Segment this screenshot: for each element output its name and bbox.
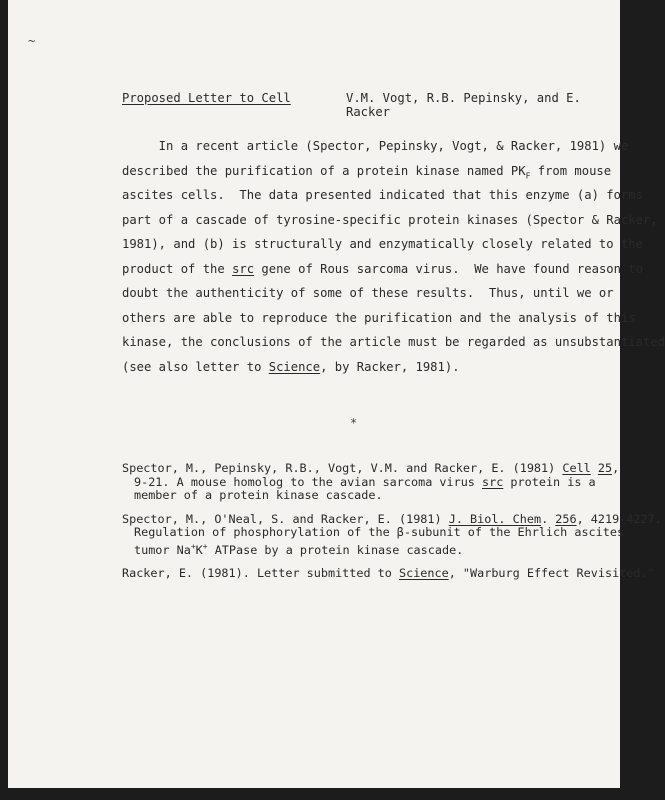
letter-title: Proposed Letter to Cell: [122, 91, 291, 105]
body-text-segment: gene of Rous sarcoma virus. We have found reason to: [254, 261, 643, 276]
body-line: kinase, the conclusions of the article must be regarded as unsubstantiated: [122, 335, 665, 349]
reference-line: [122, 540, 602, 557]
underlined-term: src: [232, 261, 255, 276]
body-line: others are able to reproduce the purification and the analysis of this: [122, 310, 636, 325]
volume-number: 256: [555, 511, 577, 526]
body-text-segment: (see also letter to: [122, 359, 269, 374]
body-text-segment: described the purification of a protein kinase named PK: [122, 163, 526, 178]
body-text-segment: from mouse: [530, 163, 612, 178]
reference-list: [122, 461, 662, 590]
body-line: [122, 257, 643, 282]
underlined-term: src: [482, 474, 504, 489]
journal-name: J. Biol. Chem: [448, 511, 542, 526]
reference-line: [122, 476, 602, 490]
underlined-term: Science: [268, 359, 321, 374]
reference-text: tumor Na: [134, 542, 191, 557]
reference-text: protein is a: [503, 474, 596, 489]
volume-number: 25: [597, 461, 613, 475]
body-text-segment: product of the: [122, 261, 233, 276]
reference-text: , "Warburg Effect Revisited.": [448, 565, 655, 580]
subscript: F: [525, 170, 531, 180]
body-line: In a recent article (Spector, Pepinsky, Vogt, & Racker, 1981) we: [122, 139, 629, 153]
journal-name: Science: [399, 565, 449, 580]
journal-name: Cell: [562, 461, 591, 475]
document-page: [8, 0, 665, 788]
author-line: V.M. Vogt, R.B. Pepinsky, and E. Racker: [346, 91, 581, 119]
body-line: 1981), and (b) is structurally and enzymatically closely related to the: [122, 237, 643, 251]
reference-item: [122, 511, 662, 557]
body-text-segment: , by Racker, 1981).: [320, 359, 460, 374]
body-line: part of a cascade of tyrosine-specific protein kinases (Spector & Racker,: [122, 212, 658, 227]
reference-text: [591, 461, 598, 475]
reference-line: [122, 565, 655, 581]
reference-text: ATPase by a protein kinase cascade.: [207, 542, 464, 557]
reference-line: [122, 461, 620, 476]
reference-text: Spector, M., Pepinsky, R.B., Vogt, V.M. and Racker, E. (1981): [122, 461, 563, 475]
reference-text: .: [541, 511, 556, 526]
margin-mark: *: [350, 416, 358, 430]
reference-line: [122, 511, 662, 527]
reference-line: Regulation of phosphorylation of the β-subunit of the Ehrlich ascites: [134, 525, 625, 539]
body-line: doubt the authenticity of some of these results. Thus, until we or: [122, 286, 614, 300]
scan-border: [0, 788, 630, 800]
body-line: [122, 159, 612, 184]
reference-text: 9-21. A mouse homolog to the avian sarcoma virus: [134, 474, 483, 489]
reference-line: member of a protein kinase cascade.: [134, 488, 383, 502]
reference-text: Racker, E. (1981). Letter submitted to: [122, 565, 399, 580]
superscript: +: [202, 541, 208, 551]
reference-item: [122, 461, 620, 503]
margin-mark: ~: [28, 34, 36, 48]
reference-text: K: [195, 542, 203, 557]
letter-body: [122, 134, 665, 379]
body-line: ascites cells. The data presented indicated that this enzyme (a) forms: [122, 188, 643, 202]
reference-text: ,: [612, 461, 620, 475]
reference-item: [122, 565, 655, 581]
superscript: +: [190, 541, 196, 551]
body-line: [122, 355, 592, 380]
reference-text: Spector, M., O'Neal, S. and Racker, E. (1981): [122, 511, 449, 526]
reference-text: , 4219-4227.: [576, 511, 662, 526]
